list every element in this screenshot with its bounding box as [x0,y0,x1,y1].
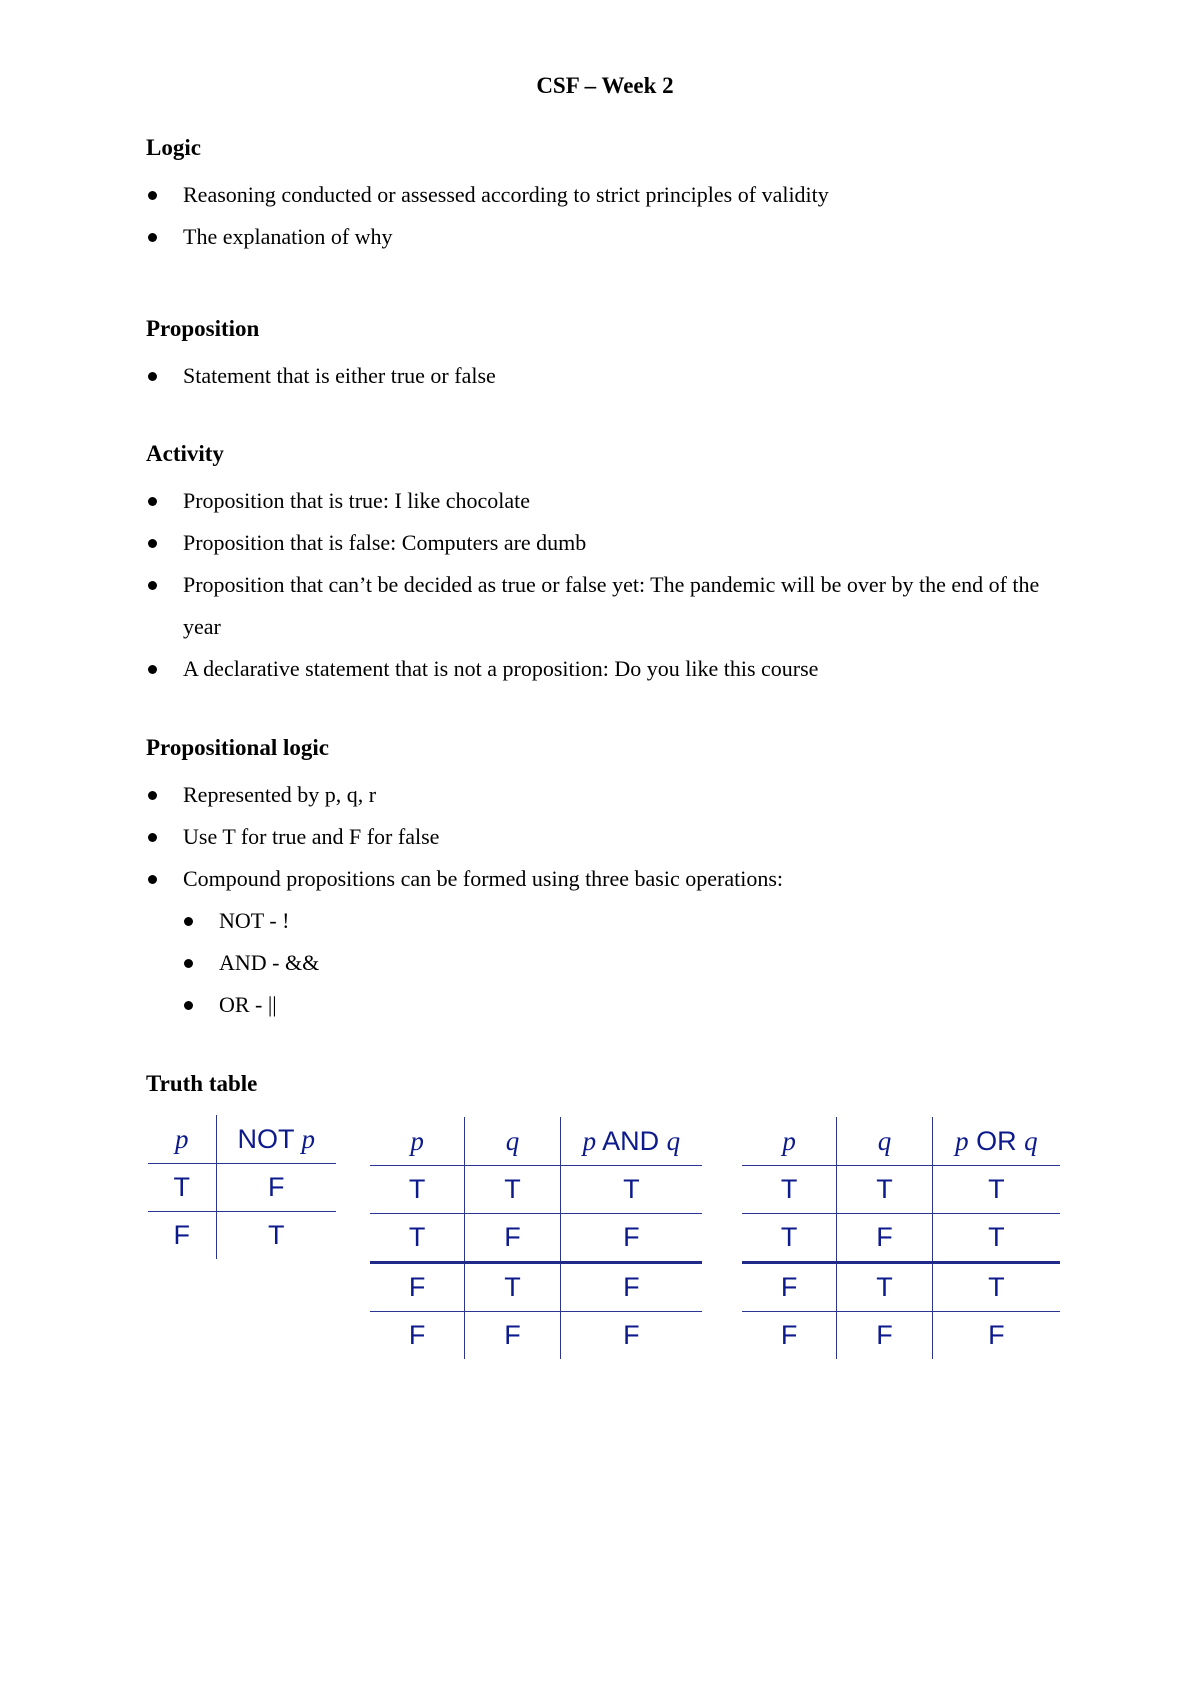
table-cell: T [932,1214,1060,1263]
table-header-cell [932,1117,1060,1166]
section-proposition [146,313,1046,397]
table-row [742,1166,1060,1214]
table-row [370,1166,702,1214]
header-var-p: p [301,1123,316,1154]
truth-table-and [370,1117,702,1359]
table-header-cell [837,1117,932,1166]
table-cell: T [742,1166,837,1214]
table-row [370,1312,702,1360]
sub-list-item: OR - || [182,984,1046,1026]
table-cell: F [623,1320,640,1350]
table-cell: T [370,1166,465,1214]
table-header-cell [465,1117,560,1166]
table-cell: F [988,1320,1005,1350]
table-cell: F [370,1263,465,1312]
section-truth-table [146,1068,1046,1100]
table-header-cell [742,1117,837,1166]
truth-table-or [742,1117,1060,1359]
table-row [148,1212,336,1260]
list-item: A declarative statement that is not a proposition: Do you like this course [146,648,1046,690]
section-heading: Proposition [146,316,260,341]
table-cell: F [465,1312,560,1360]
list-item: Compound propositions can be formed using three basic operations: [146,858,1046,900]
header-op-text: NOT [237,1123,302,1154]
section-heading: Activity [146,441,224,466]
header-var-p: p [175,1123,189,1154]
list-item: Reasoning conducted or assessed according to strict principles of validity [146,174,1046,216]
header-var-q: q [505,1125,520,1156]
table-cell: F [837,1312,932,1360]
table-cell: F [742,1312,837,1360]
bullet-list [146,480,1046,690]
table-cell: T [837,1166,932,1214]
table-cell: F [216,1164,336,1212]
list-item: Statement that is either true or false [146,355,1046,397]
table-row [742,1263,1060,1312]
list-item: Proposition that is false: Computers are dumb [146,522,1046,564]
sub-list-item: NOT - ! [182,900,1046,942]
header-var-q: q [877,1125,892,1156]
bullet-list [146,355,1046,397]
page-title: CSF – Week 2 [536,73,674,98]
table-cell: F [837,1214,932,1263]
header-var-p: p [955,1125,969,1156]
section-heading: Logic [146,135,201,160]
table-cell: F [742,1263,837,1312]
table-cell: T [932,1166,1060,1214]
table-row [370,1214,702,1263]
header-var-q: q [666,1125,681,1156]
table-row [370,1263,702,1312]
header-var-p: p [582,1125,597,1156]
list-item: Represented by p, q, r [146,774,1046,816]
table-cell: F [465,1214,560,1263]
sub-bullet-list [146,900,1046,1026]
table-cell: T [837,1263,932,1312]
table-cell: T [932,1263,1060,1312]
bullet-list [146,174,1046,258]
header-op-text: OR [968,1125,1025,1156]
table-cell: T [742,1214,837,1263]
list-item: The explanation of why [146,216,1046,258]
list-item: Proposition that is true: I like chocolate [146,480,1046,522]
truth-table-not [148,1115,336,1259]
table-cell: F [370,1312,465,1360]
table-header-cell [560,1117,702,1166]
sub-list-item: AND - && [182,942,1046,984]
section-logic [146,132,1046,258]
table-row [742,1312,1060,1360]
section-propositional-logic [146,732,1046,1026]
header-var-p: p [410,1125,424,1156]
table-cell: T [465,1166,560,1214]
table-cell: T [370,1214,465,1263]
section-activity [146,438,1046,690]
section-heading: Propositional logic [146,735,329,760]
header-var-q: q [1024,1125,1038,1156]
table-cell: T [560,1166,702,1214]
table-cell: T [268,1220,285,1250]
table-header-cell [148,1115,216,1164]
table-row [148,1164,336,1212]
table-cell: F [560,1263,702,1312]
table-cell: F [560,1214,702,1263]
section-heading: Truth table [146,1071,258,1096]
header-var-p: p [782,1125,796,1156]
header-op-text: AND [596,1125,667,1156]
table-cell: F [148,1212,216,1260]
table-header-cell [216,1115,336,1164]
table-row [742,1214,1060,1263]
table-cell: T [148,1164,216,1212]
table-header-cell [370,1117,465,1166]
bullet-list [146,774,1046,900]
list-item: Use T for true and F for false [146,816,1046,858]
table-cell: T [465,1263,560,1312]
list-item: Proposition that can’t be decided as true or false yet: The pandemic will be over by the end of the year [146,564,1046,648]
